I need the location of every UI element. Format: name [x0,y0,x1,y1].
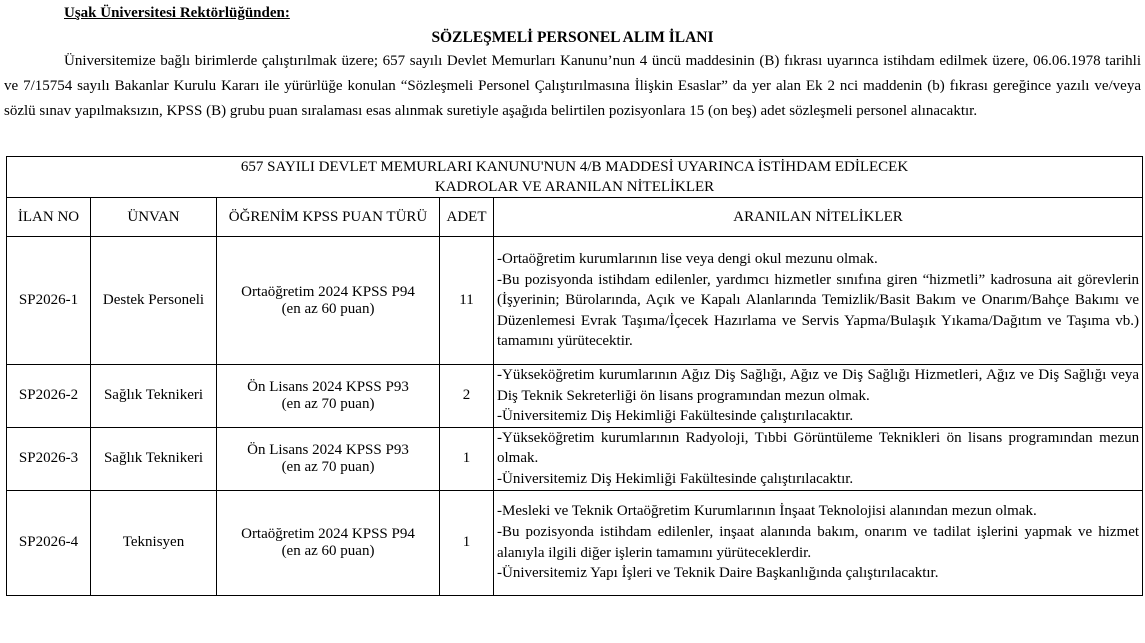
caption-line-2: KADROLAR VE ARANILAN NİTELİKLER [434,179,715,195]
qualification-item: -Mesleki ve Teknik Ortaöğretim Kurumlarının İnşaat Teknolojisi alanından mezun olmak. [497,503,1037,520]
intro-paragraph: Üniversitemize bağlı birimlerde çalıştırılmak üzere; 657 sayılı Devlet Memurları Kanunu’nun 4 üncü maddesinin (B) fıkrası uyarınca istihdam edilmek üzere, 06.06.1978 tarihli ve 7/15754 sayılı Bakanlar Kurulu Kararı ile yürürlüğe konulan “Sözleşmeli Personel Çalıştırılmasına İlişkin Esaslar” da yer alan Ek 2 nci maddenin (b) fıkrası gereğince yazılı ve/veya sözlü sınav yapılmaksızın, KPSS (B) grubu puan sıralaması esas alınmak suretiyle aşağıda belirtilen pozisyonlara 15 (on beş) adet sözleşmeli personel alınacaktır. [4,53,1141,119]
cell-unvan: Destek Personeli [91,237,217,365]
column-header-unvan: ÜNVAN [91,198,217,237]
qualification-item: -Üniversitemiz Diş Hekimliği Fakültesinde çalıştırılacaktır. [497,408,854,425]
column-header-ogrenim: ÖĞRENİM KPSS PUAN TÜRÜ [217,198,440,237]
ogrenim-line-1: Ön Lisans 2024 KPSS P93 [247,441,409,458]
column-header-adet: ADET [440,198,494,237]
ogrenim-line-1: Ortaöğretim 2024 KPSS P94 [241,283,415,300]
table-row [7,490,1143,595]
ogrenim-line-2: (en az 70 puan) [281,395,375,412]
table-row [7,427,1143,490]
cell-nitelikler [494,490,1143,595]
cell-ogrenim [217,237,440,365]
table-caption-row [7,157,1143,198]
cell-ogrenim [217,490,440,595]
qualification-item: -Bu pozisyonda istihdam edilenler, inşaat alanında bakım, onarım ve tadilat işlerini yapmak ve hizmet alanıyla ilgili diğer işlerin tamamını yürüteceklerdir. [497,523,1140,561]
cell-adet: 11 [440,237,494,365]
cell-nitelikler [494,365,1143,428]
table-row [7,365,1143,428]
cell-ilan-no: SP2026-3 [7,427,91,490]
qualification-item: -Bu pozisyonda istihdam edilenler, yardımcı hizmetler sınıfına giren “hizmetli” kadrosuna ait görevlerin (İşyerinin; Bürolarında, Açık ve Kapalı Alanlarında Temizlik/Basit Bakım ve Onarım/Bahçe Bakımı ve Düzenlemesi Evrak Taşıma/İçecek Hazırlama ve Servis Yapma/Bulaşık Yıkama/Dağıtım ve Taşıma vb.) tamamını yürütecektir. [497,271,1140,350]
qualification-item: -Üniversitemiz Yapı İşleri ve Teknik Daire Başkanlığında çalıştırılacaktır. [497,565,939,582]
cell-adet: 2 [440,365,494,428]
cell-unvan: Teknisyen [91,490,217,595]
ogrenim-line-2: (en az 70 puan) [281,458,375,475]
table-caption [7,157,1143,198]
institution-heading: Uşak Üniversitesi Rektörlüğünden: [64,5,290,21]
cell-ilan-no: SP2026-2 [7,365,91,428]
cell-nitelikler [494,237,1143,365]
qualification-item: -Yükseköğretim kurumlarının Ağız Diş Sağlığı, Ağız ve Diş Sağlığı Hizmetleri, Ağız ve Diş Sağlığı veya Diş Teknik Sekreterliği ön lisans programından mezun olmak. [497,367,1140,404]
cell-unvan: Sağlık Teknikeri [91,365,217,428]
cell-ilan-no: SP2026-1 [7,237,91,365]
cell-unvan: Sağlık Teknikeri [91,427,217,490]
column-header-ilan-no: İLAN NO [7,198,91,237]
cell-nitelikler [494,427,1143,490]
qualification-item: -Üniversitemiz Diş Hekimliği Fakültesinde çalıştırılacaktır. [497,470,854,487]
qualification-item: -Ortaöğretim kurumlarının lise veya dengi okul mezunu olmak. [497,251,878,268]
ogrenim-line-2: (en az 60 puan) [281,542,375,559]
ogrenim-line-2: (en az 60 puan) [281,300,375,317]
cell-ilan-no: SP2026-4 [7,490,91,595]
qualification-item: -Yükseköğretim kurumlarının Radyoloji, Tıbbi Görüntüleme Teknikleri ön lisans programından mezun olmak. [497,429,1140,467]
announcement-title: SÖZLEŞMELİ PERSONEL ALIM İLANI [431,29,714,46]
column-header-nitelikler: ARANILAN NİTELİKLER [494,198,1143,237]
cell-ogrenim [217,427,440,490]
table-row [7,237,1143,365]
cell-ogrenim [217,365,440,428]
positions-table [6,156,1143,596]
cell-adet: 1 [440,490,494,595]
caption-line-1: 657 SAYILI DEVLET MEMURLARI KANUNU'NUN 4/B MADDESİ UYARINCA İSTİHDAM EDİLECEK [240,159,909,175]
cell-adet: 1 [440,427,494,490]
table-header-row [7,198,1143,237]
ogrenim-line-1: Ortaöğretim 2024 KPSS P94 [241,525,415,542]
ogrenim-line-1: Ön Lisans 2024 KPSS P93 [247,378,409,395]
